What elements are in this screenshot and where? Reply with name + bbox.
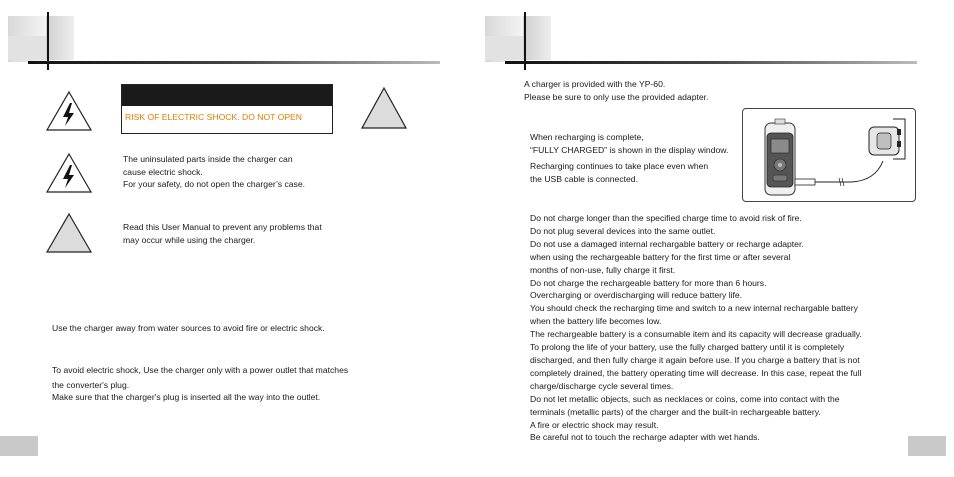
manual-note [123, 221, 322, 246]
list-item: A fire or electric shock may result. [530, 419, 659, 430]
text-line: may occur while using the charger. [123, 234, 256, 245]
text-line: the USB cable is connected. [530, 173, 638, 184]
water-note: Use the charger away from water sources to avoid fire or electric shock. [52, 323, 325, 333]
header-decoration [485, 36, 523, 60]
text-line: The uninsulated parts inside the charger can [123, 154, 293, 164]
text-line: Read this User Manual to prevent any problems that [123, 222, 322, 232]
charger-intro [524, 78, 708, 103]
charge-complete-note [530, 131, 728, 156]
text-line: “FULLY CHARGED” is shown in the display window. [530, 144, 729, 155]
precautions-list [530, 212, 862, 444]
list-item: Be careful not to touch the recharge adapter with wet hands. [530, 432, 760, 443]
text-line: Recharging continues to take place even when [530, 161, 709, 171]
header-decoration [523, 16, 551, 60]
shock-note [123, 153, 305, 191]
list-item: months of non-use, fully charge it first. [530, 264, 676, 275]
text-line: Please be sure to only use the provided adapter. [524, 91, 709, 102]
text-line: To avoid electric shock, Use the charger only with a power outlet that matches [52, 365, 349, 375]
list-item: charge/discharge cycle several times. [530, 380, 674, 391]
header-rule [28, 61, 440, 64]
outlet-note [52, 364, 348, 404]
page-number-tab [908, 436, 946, 456]
warning-triangle-icon [360, 86, 408, 130]
text-line: cause electric shock. [123, 166, 203, 177]
text-line: Make sure that the charger's plug is inserted all the way into the outlet. [52, 392, 321, 402]
usb-note [530, 160, 708, 185]
list-item: Do not charge longer than the specified charge time to avoid risk of fire. [530, 213, 802, 223]
list-item: You should check the recharging time and switch to a new internal rechargable battery [530, 303, 858, 314]
list-item: Do not use a damaged internal rechargable battery or recharge adapter. [530, 238, 804, 249]
list-item: terminals (metallic parts) of the charger and the built-in rechargeable battery. [530, 406, 821, 417]
player-and-adapter-drawing [743, 109, 915, 201]
list-item: Do not charge the rechargeable battery for more than 6 hours. [530, 277, 767, 288]
header-decoration [46, 16, 74, 60]
lightning-warning-icon [45, 152, 93, 194]
warning-banner-bar [122, 85, 332, 106]
page-number-tab [0, 436, 38, 456]
list-item: when using the rechargeable battery for the first time or after several [530, 251, 791, 262]
list-item: discharged, and then fully charge it again before use. If you charge a battery that is not [530, 354, 860, 365]
header-rule [505, 61, 917, 64]
list-item: completely drained, the battery operating time will decrease. In this case, repeat the full [530, 367, 862, 378]
list-item: when the battery life becomes low. [530, 316, 662, 327]
warning-banner-text: RISK OF ELECTRIC SHOCK. DO NOT OPEN [125, 112, 302, 122]
list-item: Do not plug several devices into the same outlet. [530, 225, 716, 236]
charging-illustration [742, 108, 916, 202]
text-line: A charger is provided with the YP-60. [524, 79, 666, 89]
warning-triangle-icon [45, 212, 93, 254]
text-line: For your safety, do not open the charger’s case. [123, 179, 306, 189]
list-item: The rechargeable battery is a consumable item and its capacity will decrease gradually. [530, 329, 862, 340]
lightning-warning-icon [45, 90, 93, 132]
text-line: When recharging is complete, [530, 132, 644, 142]
list-item: To prolong the life of your battery, use the fully charged battery until it is completely [530, 342, 845, 353]
right-page [477, 0, 954, 477]
list-item: Overcharging or overdischarging will reduce battery life. [530, 290, 743, 301]
list-item: Do not let metallic objects, such as necklaces or coins, come into contact with the [530, 393, 840, 404]
text-line: the converter's plug. [52, 379, 130, 390]
warning-banner [121, 84, 333, 134]
header-decoration [8, 36, 46, 60]
